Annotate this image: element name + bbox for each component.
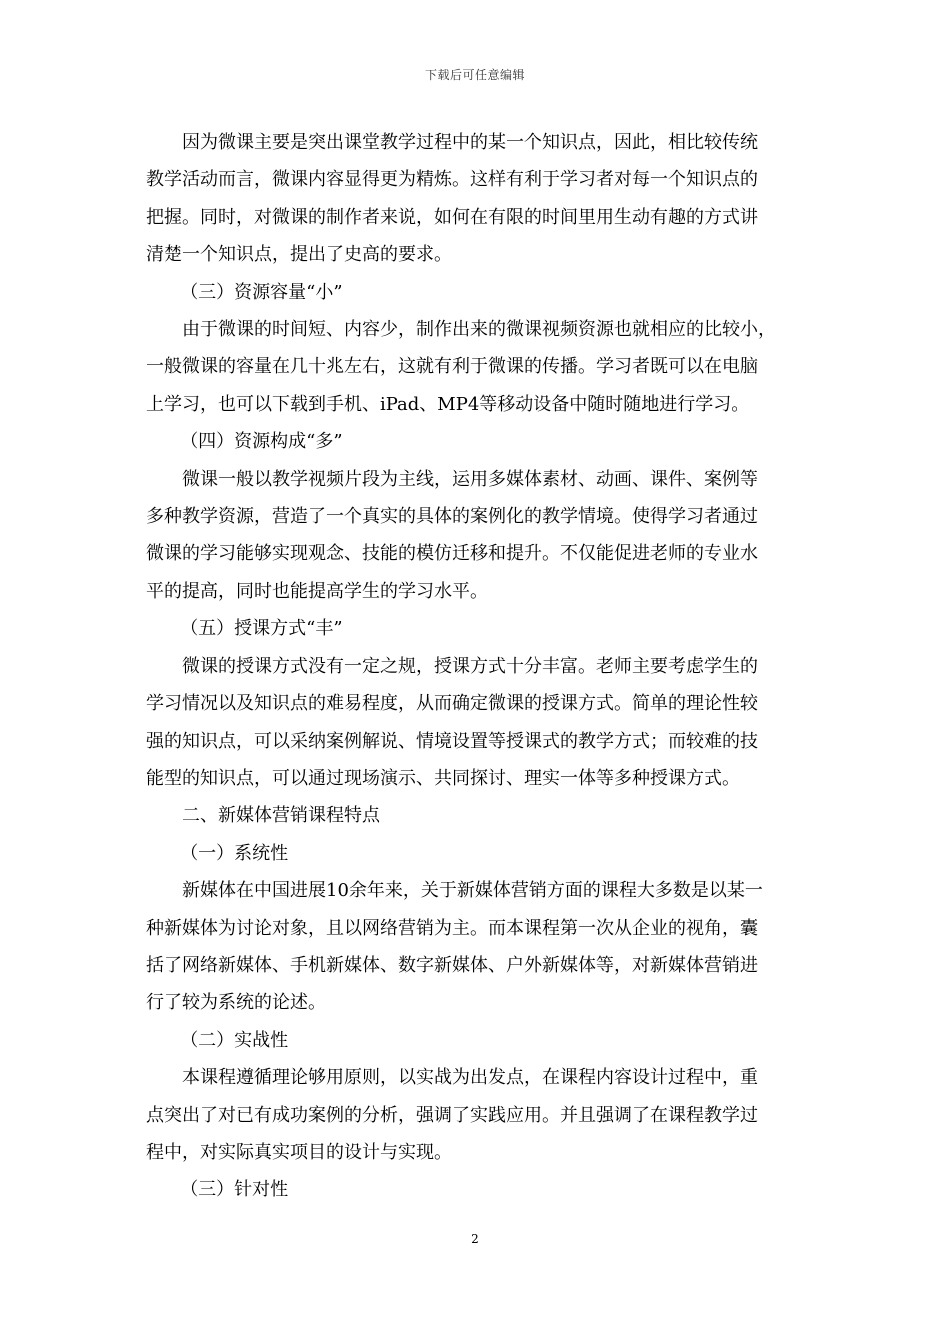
- text-line: 微课的学习能够实现观念、技能的模仿迁移和提升。不仅能促进老师的专业水: [146, 543, 758, 565]
- text-line: 多种教学资源，营造了一个真实的具体的案例化的教学情境。使得学习者通过: [146, 506, 758, 528]
- text-line: 把握。同时，对微课的制作者来说，如何在有限的时间里用生动有趣的方式讲: [146, 206, 758, 228]
- text-line: 点突出了对已有成功案例的分析，强调了实践应用。并且强调了在课程教学过: [146, 1104, 758, 1126]
- page-header: 下载后可任意编辑: [424, 68, 525, 82]
- page-number: 2: [471, 1232, 479, 1246]
- text-line: 新媒体在中国进展10余年来，关于新媒体营销方面的课程大多数是以某一: [182, 880, 763, 902]
- text-line: 种新媒体为讨论对象，且以网络营销为主。而本课程第一次从企业的视角，囊: [146, 917, 758, 939]
- section-heading: （五）授课方式“丰”: [180, 618, 343, 640]
- text-line: 清楚一个知识点，提出了史高的要求。: [146, 244, 452, 266]
- section-heading: （三）针对性: [180, 1179, 289, 1201]
- text-line: 程中，对实际真实项目的设计与实现。: [146, 1141, 452, 1163]
- text-line: 上学习，也可以下载到手机、iPad、MP4等移动设备中随时随地进行学习。: [146, 393, 750, 415]
- text-line: 平的提高，同时也能提高学生的学习水平。: [146, 580, 488, 602]
- text-line: 括了网络新媒体、手机新媒体、数字新媒体、户外新媒体等，对新媒体营销进: [146, 954, 758, 976]
- text-line: 微课一般以教学视频片段为主线，运用多媒体素材、动画、课件、案例等: [182, 468, 758, 490]
- text-line: 行了较为系统的论述。: [146, 992, 326, 1014]
- section-heading: （二）实战性: [180, 1029, 289, 1051]
- text-line: 二、新媒体营销课程特点: [182, 805, 380, 827]
- document-body: [146, 124, 808, 1209]
- text-line: 一般微课的容量在几十兆左右，这就有利于微课的传播。学习者既可以在电脑: [146, 356, 758, 378]
- section-heading: （一）系统性: [180, 842, 289, 864]
- text-line: 学习情况以及知识点的难易程度，从而确定微课的授课方式。简单的理论性较: [146, 693, 758, 715]
- text-line: 能型的知识点，可以通过现场演示、共同探讨、理实一体等多种授课方式。: [146, 767, 740, 789]
- text-line: 本课程遵循理论够用原则，以实战为出发点，在课程内容设计过程中，重: [182, 1067, 758, 1089]
- text-line: 由于微课的时间短、内容少，制作出来的微课视频资源也就相应的比较小，: [182, 319, 776, 341]
- section-heading: （四）资源构成“多”: [180, 431, 343, 453]
- text-line: 强的知识点，可以采纳案例解说、情境设置等授课式的教学方式；而较难的技: [146, 730, 758, 752]
- text-line: 因为微课主要是突出课堂教学过程中的某一个知识点，因此，相比较传统: [182, 132, 758, 153]
- text-line: 教学活动而言，微课内容显得更为精炼。这样有利于学习者对每一个知识点的: [146, 169, 758, 191]
- section-heading: （三）资源容量“小”: [180, 281, 343, 303]
- text-line: 微课的授课方式没有一定之规，授课方式十分丰富。老师主要考虑学生的: [182, 655, 758, 677]
